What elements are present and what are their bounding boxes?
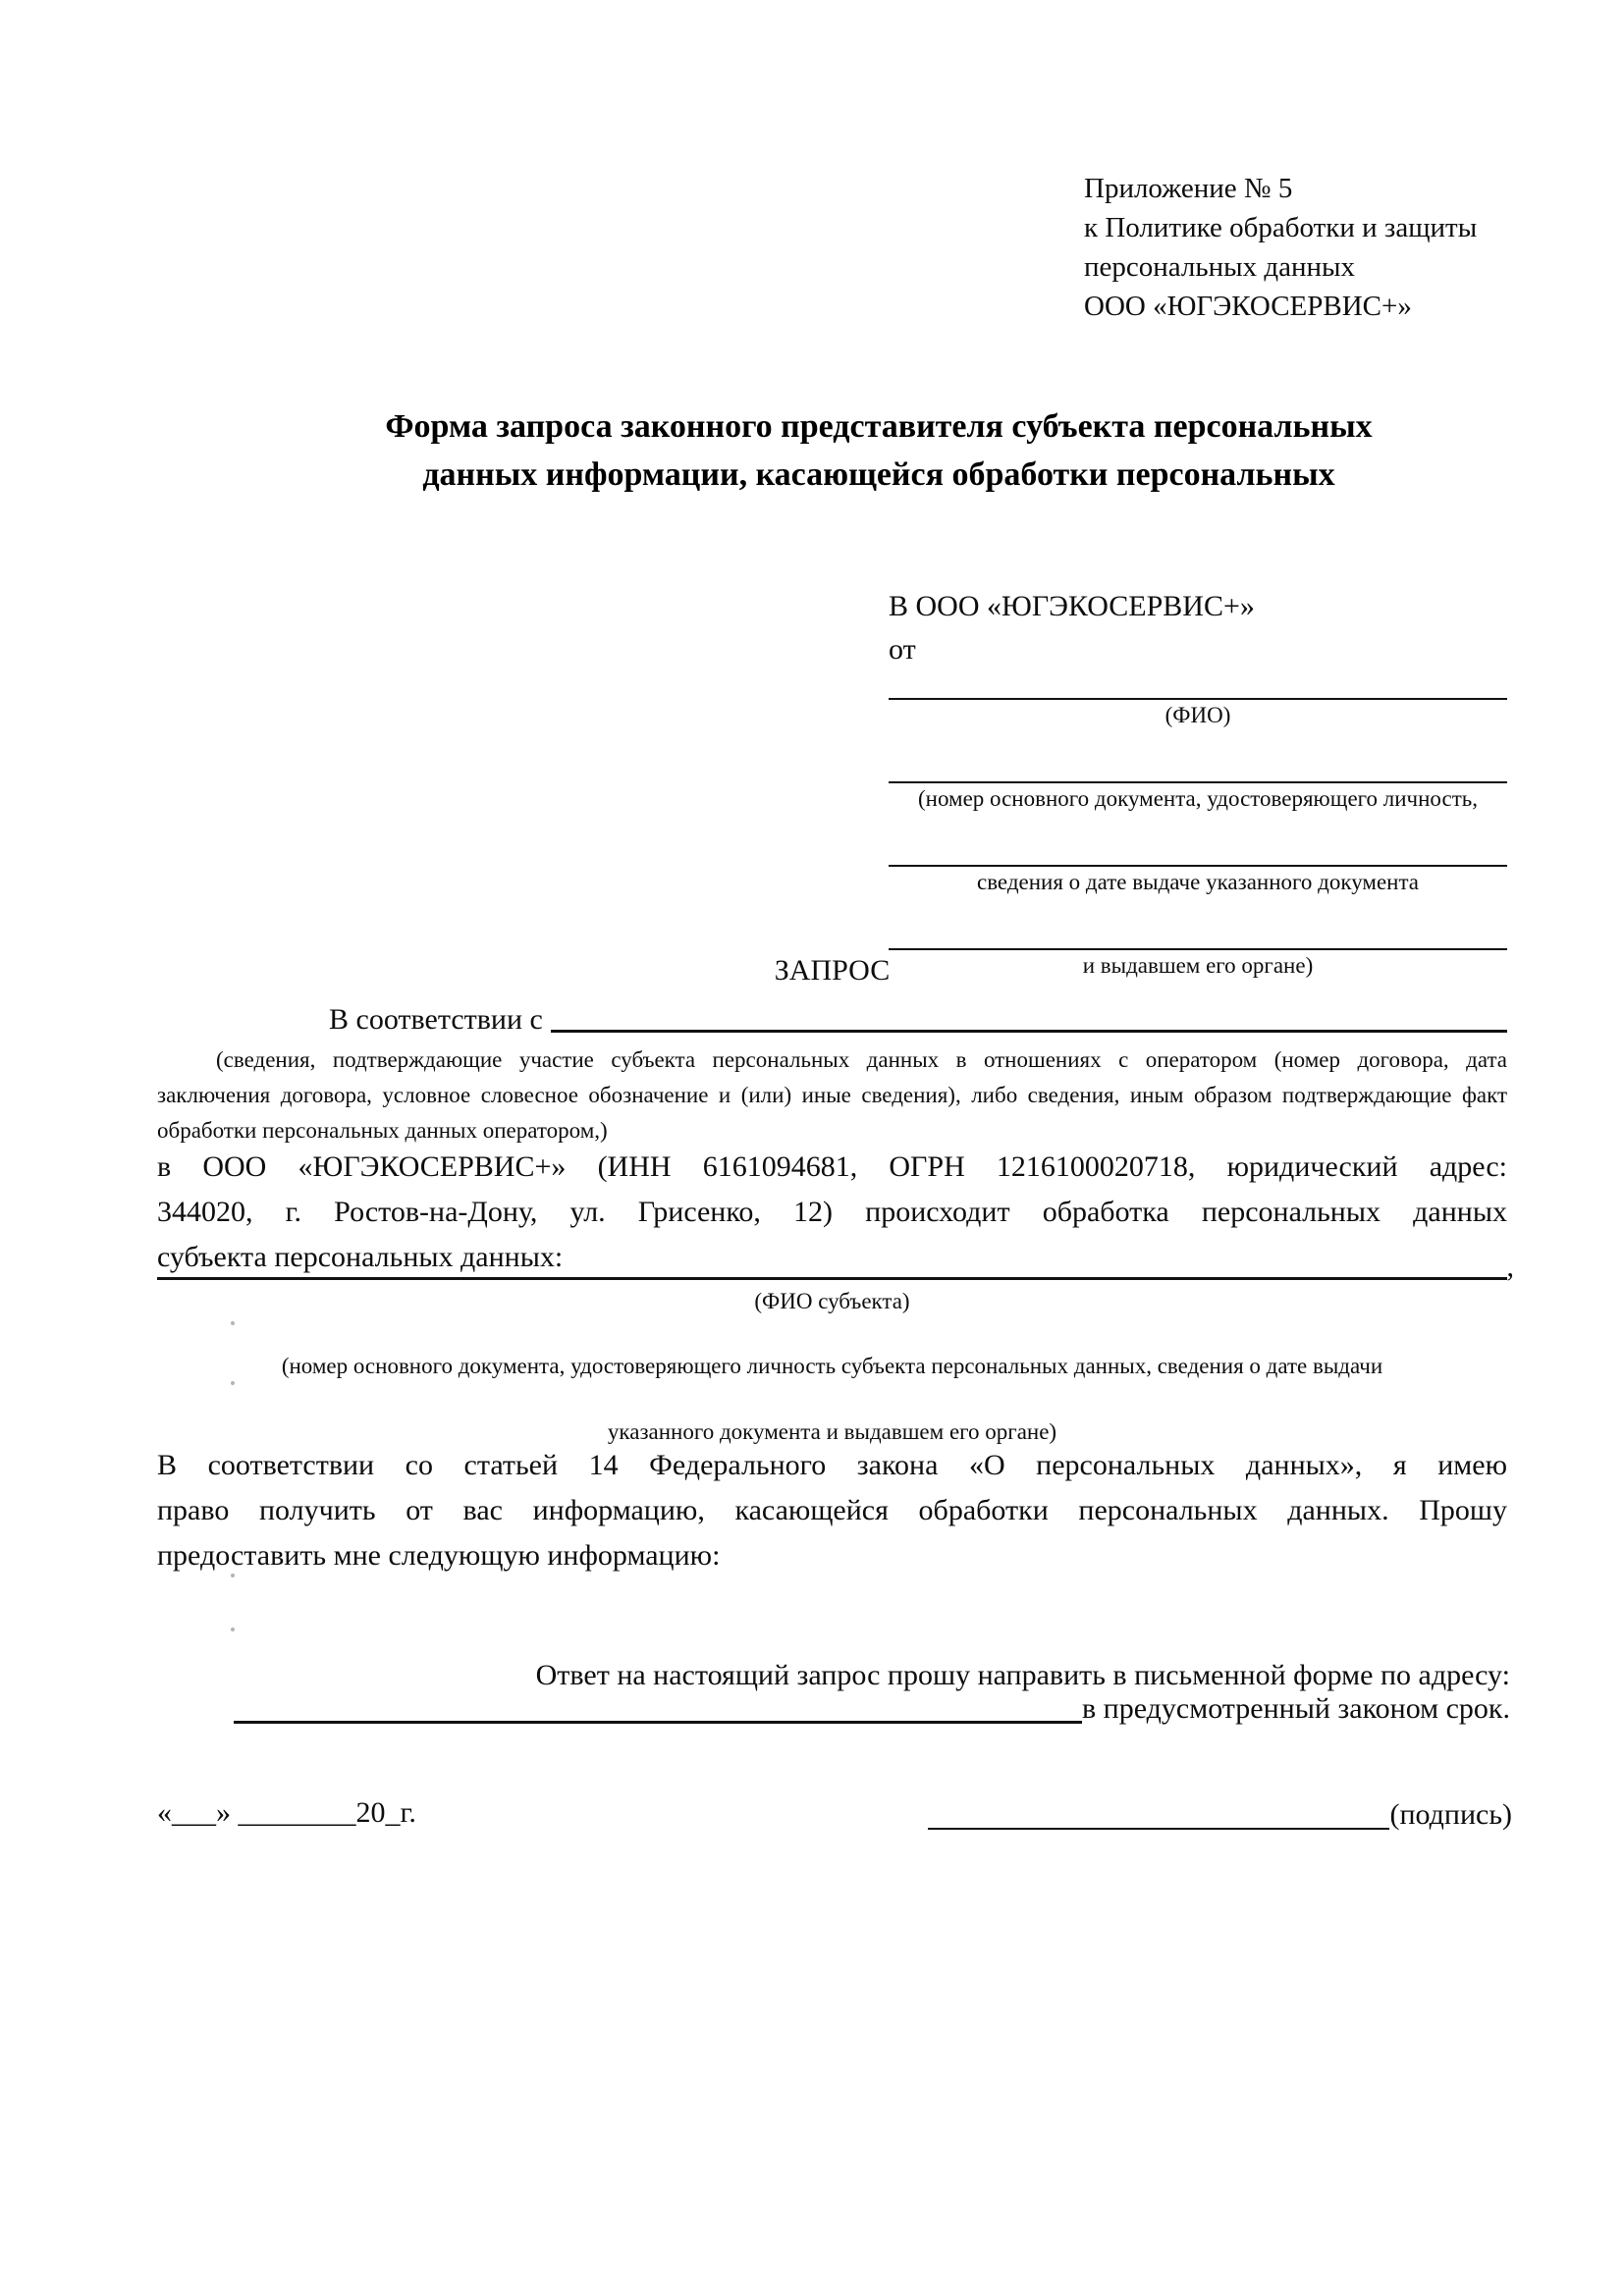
law-paragraph-line: В соответствии со статьей 14 Федерального закона «О персональных данных», я имею: [157, 1449, 1507, 1481]
caption-doc-issuer: и выдавшем его органе): [1082, 953, 1314, 978]
scan-speck: [231, 1574, 235, 1577]
reply-tail-text: в предусмотренный законом срок.: [1082, 1692, 1510, 1725]
request-heading: ЗАПРОС: [774, 954, 891, 987]
signature-row: [928, 1794, 1512, 1832]
title-line: Форма запроса законного представителя субъекта персональных: [385, 408, 1373, 445]
addressee-from-label: от: [889, 633, 916, 666]
intro-blank-line: [551, 1030, 1507, 1033]
fine-print-line: (сведения, подтверждающие участие субъекта персональных данных в отношениях с оператором (номер договора, дата: [216, 1047, 1507, 1072]
fine-print-note: [157, 1042, 1507, 1148]
caption-signature: (подпись): [1389, 1798, 1512, 1831]
reply-blank-line: [234, 1721, 1082, 1724]
document-title: [206, 402, 1551, 499]
subject-line-comma: ,: [1506, 1251, 1514, 1283]
blank-line-doc-number: [889, 767, 1507, 783]
blank-line-doc-issuer: [889, 934, 1507, 950]
caption-subject-fio: (ФИО субъекта): [754, 1289, 910, 1313]
reply-address-line: Ответ на настоящий запрос прошу направить в письменной форме по адресу:: [535, 1659, 1510, 1691]
annex-line: ООО «ЮГЭКОСЕРВИС+»: [1084, 291, 1412, 322]
caption-fio: (ФИО): [1164, 703, 1231, 727]
scan-speck: [231, 1628, 235, 1631]
reply-row: [234, 1690, 1510, 1726]
law-paragraph: [157, 1443, 1507, 1578]
law-paragraph-line: право получить от вас информацию, касающейся обработки персональных данных. Прошу: [157, 1494, 1507, 1526]
operator-paragraph-line: 344020, г. Ростов-на-Дону, ул. Грисенко, 12) происходит обработка персональных данных: [157, 1196, 1507, 1228]
blank-line-fio: [889, 683, 1507, 700]
date-blank-line: «___» ________20_г.: [157, 1796, 416, 1829]
caption-doc-date: сведения о дате выдаче указанного документа: [976, 870, 1420, 894]
signature-blank-line: [928, 1828, 1389, 1830]
caption-subject-doc-2: указанного документа и выдавшем его органе): [607, 1419, 1057, 1444]
intro-text: В соответствии с: [329, 1003, 543, 1036]
annex-line: к Политике обработки и защиты: [1084, 212, 1478, 243]
operator-paragraph-line: субъекта персональных данных:: [157, 1241, 564, 1273]
annex-line: персональных данных: [1084, 251, 1356, 283]
law-paragraph-line: предоставить мне следующую информацию:: [157, 1539, 721, 1572]
annex-line: Приложение № 5: [1084, 173, 1293, 204]
scan-speck: [231, 1381, 235, 1385]
addressee-to: В ООО «ЮГЭКОСЕРВИС+»: [889, 590, 1255, 622]
blank-line-doc-date: [889, 850, 1507, 867]
subject-blank-line: [157, 1277, 1507, 1280]
fine-print-line: заключения договора, условное словесное обозначение и (или) иные сведения), либо сведения, иным образом подтверждающие факт: [157, 1083, 1507, 1107]
annex-block: [1084, 169, 1477, 326]
title-line: данных информации, касающейся обработки персональных: [422, 456, 1335, 493]
fine-print-line: обработки персональных данных оператором,): [157, 1118, 608, 1143]
operator-paragraph-line: в ООО «ЮГЭКОСЕРВИС+» (ИНН 6161094681, ОГРН 1216100020718, юридический адрес:: [157, 1150, 1507, 1183]
scan-speck: [231, 1321, 235, 1325]
intro-row: [157, 995, 1507, 1037]
subject-row: [157, 1247, 1514, 1283]
addressee-block: [889, 585, 1507, 981]
caption-doc-number: (номер основного документа, удостоверяющего личность,: [917, 786, 1478, 811]
caption-subject-doc-1: (номер основного документа, удостоверяющего личность субъекта персональных данных, сведения о дате выдачи: [281, 1354, 1383, 1378]
